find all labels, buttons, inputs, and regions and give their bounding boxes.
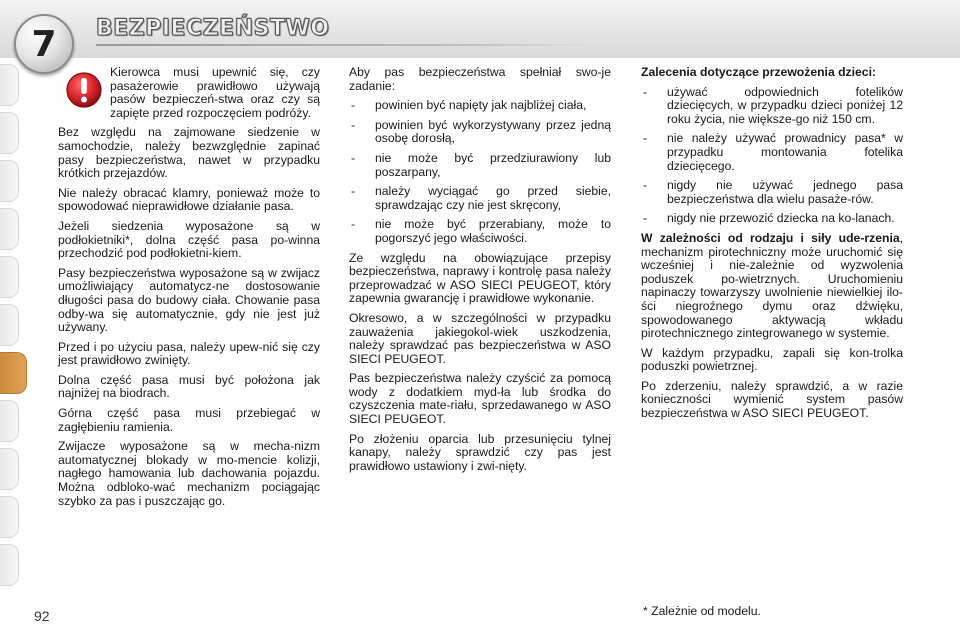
requirements-list: [349, 99, 611, 245]
chapter-tab-9[interactable]: [0, 448, 19, 490]
paragraph: Bez względu na zajmowane siedzenie w samochodzie, należy bezwzględnie zapinać pasy bezpieczeństwa, nawet w przypadku krótkich przejazdów.: [58, 125, 320, 181]
children-subheading: Zalecenia dotyczące przewożenia dzieci:: [641, 65, 877, 79]
paragraph: Nie należy obracać klamry, ponieważ może to spowodować nieprawidłowe działanie pasa.: [58, 185, 320, 214]
pyrotechnic-paragraph: [641, 232, 903, 341]
warning-text: Kierowca musi upewnić się, czy pasażerowie prawidłowo używają pasów bezpieczeń-stwa oraz czy są zapięte przed rozpoczęciem podróży.: [110, 65, 320, 120]
list-item: - nie należy używać prowadnicy pasa* w przypadku montowania fotelika dziecięcego.: [641, 132, 903, 173]
chapter-tab-10[interactable]: [0, 496, 19, 538]
column-1: [58, 66, 320, 514]
footnote: * Zależnie od modelu.: [643, 604, 761, 618]
page-title: BEZPIECZEŃSTWO: [96, 16, 330, 41]
chapter-tab-5[interactable]: [0, 256, 19, 298]
list-item: - nigdy nie przewozić dziecka na ko-lanach.: [641, 212, 903, 226]
header-divider: [96, 44, 596, 46]
chapter-tab-8[interactable]: [0, 400, 19, 442]
paragraph: Pasy bezpieczeństwa wyposażone są w zwijacz umożliwiający automatycz-ne dostosowanie długości pasa do budowy ciała. Chowanie pasa odby-wa się automatycznie, gdy nie jest już używany.: [58, 265, 320, 335]
chapter-tab-3[interactable]: [0, 160, 19, 202]
list-item: - nigdy nie używać jednego pasa bezpieczeństwa dla wielu pasaże-rów.: [641, 179, 903, 206]
paragraph: W każdym przypadku, zapali się kon-trolka poduszki powietrznej.: [641, 345, 903, 374]
chapter-tab-4[interactable]: [0, 208, 19, 250]
paragraph: Okresowo, a w szczególności w przypadku zauważenia jakiegokol-wiek uszkodzenia, należy sprawdzać pas bezpieczeństwa w ASO SIECI PEUGEOT.: [349, 310, 611, 366]
pyrotechnic-body: , mechanizm pirotechniczny może uruchomić się wcześniej i nie-zależnie od wyzwolenia poduszek po-wietrznych. Uruchomieniu napinaczy towarzyszy uwolnienie niewielkiej ilo-ści niegroźnego dymu oraz dźwięku, spowodowanego aktywacją wkładu pirotechnicznego zintegrowanego w systemie.: [641, 230, 903, 341]
list-item: - powinien być wykorzystywany przez jedną osobę dorosłą,: [349, 119, 611, 146]
paragraph: Przed i po użyciu pasa, należy upew-nić się czy jest prawidłowo zwinięty.: [58, 339, 320, 368]
paragraph: Po zderzeniu, należy sprawdzić, a w razie konieczności wymienić system pasów bezpieczeństwa w ASO SIECI PEUGEOT.: [641, 378, 903, 421]
list-item: - należy wyciągać go przed siebie, sprawdzając czy nie jest skręcony,: [349, 185, 611, 212]
list-item: - nie może być przedziurawiony lub poszarpany,: [349, 152, 611, 179]
chapter-tab-2[interactable]: [0, 112, 19, 154]
column-3: [641, 66, 903, 427]
paragraph: Dolna część pasa musi być położona jak najniżej na biodrach.: [58, 372, 320, 401]
paragraph: Ze względu na obowiązujące przepisy bezpieczeństwa, naprawy i kontrolę pasa należy przeprowadzać w ASO SIECI PEUGEOT, który zapewnia gwarancję i prawidłowe wykonanie.: [349, 250, 611, 306]
chapter-tabs: [0, 64, 28, 592]
list-item: - używać odpowiednich fotelików dziecięcych, w przypadku dzieci poniżej 12 roku życia, nie większe-go niż 150 cm.: [641, 86, 903, 127]
intro-paragraph: Aby pas bezpieczeństwa spełniał swo-je zadanie:: [349, 65, 611, 93]
exclamation-warning-icon: [65, 70, 103, 110]
chapter-tab-1[interactable]: [0, 64, 19, 106]
children-recommendations-list: [641, 86, 903, 226]
paragraph: Zwijacze wyposażone są w mecha-nizm automatycznej blokady w mo-mencie kolizji, nagłego hamowania lub dachowania pojazdu. Można odbloko-wać mechanizm pociągając szybko za pas i puszczając go.: [58, 439, 320, 508]
page-number: 92: [34, 608, 50, 624]
paragraph: Po złożeniu oparcia lub przesunięciu tylnej kanapy, należy sprawdzić czy pas jest prawidłowo ustawiony i zwi-nięty.: [349, 431, 611, 473]
pyrotechnic-lead: W zależności od rodzaju i siły ude-rzenia: [641, 230, 900, 245]
list-item: - powinien być napięty jak najbliżej ciała,: [349, 99, 611, 113]
chapter-tab-11[interactable]: [0, 544, 19, 586]
chapter-tab-6[interactable]: [0, 304, 19, 346]
chapter-number-badge: 7: [14, 14, 74, 74]
paragraph: Pas bezpieczeństwa należy czyścić za pomocą wody z dodatkiem myd-ła lub środka do czyszczenia mate-riału, sprzedawanego w ASO SIECI PEUGEOT.: [349, 371, 611, 427]
list-item: - nie może być przerabiany, może to pogorszyć jego właściwości.: [349, 218, 611, 245]
warning-block: [58, 66, 320, 120]
paragraph: Jeżeli siedzenia wyposażone są w podłokietniki*, dolna część pasa po-winna przechodzić pod podłokietni-kiem.: [58, 218, 320, 261]
column-2: [349, 66, 611, 479]
chapter-tab-7-active[interactable]: [0, 352, 27, 394]
paragraph: Górna część pasa musi przebiegać w zagłębieniu ramienia.: [58, 406, 320, 434]
